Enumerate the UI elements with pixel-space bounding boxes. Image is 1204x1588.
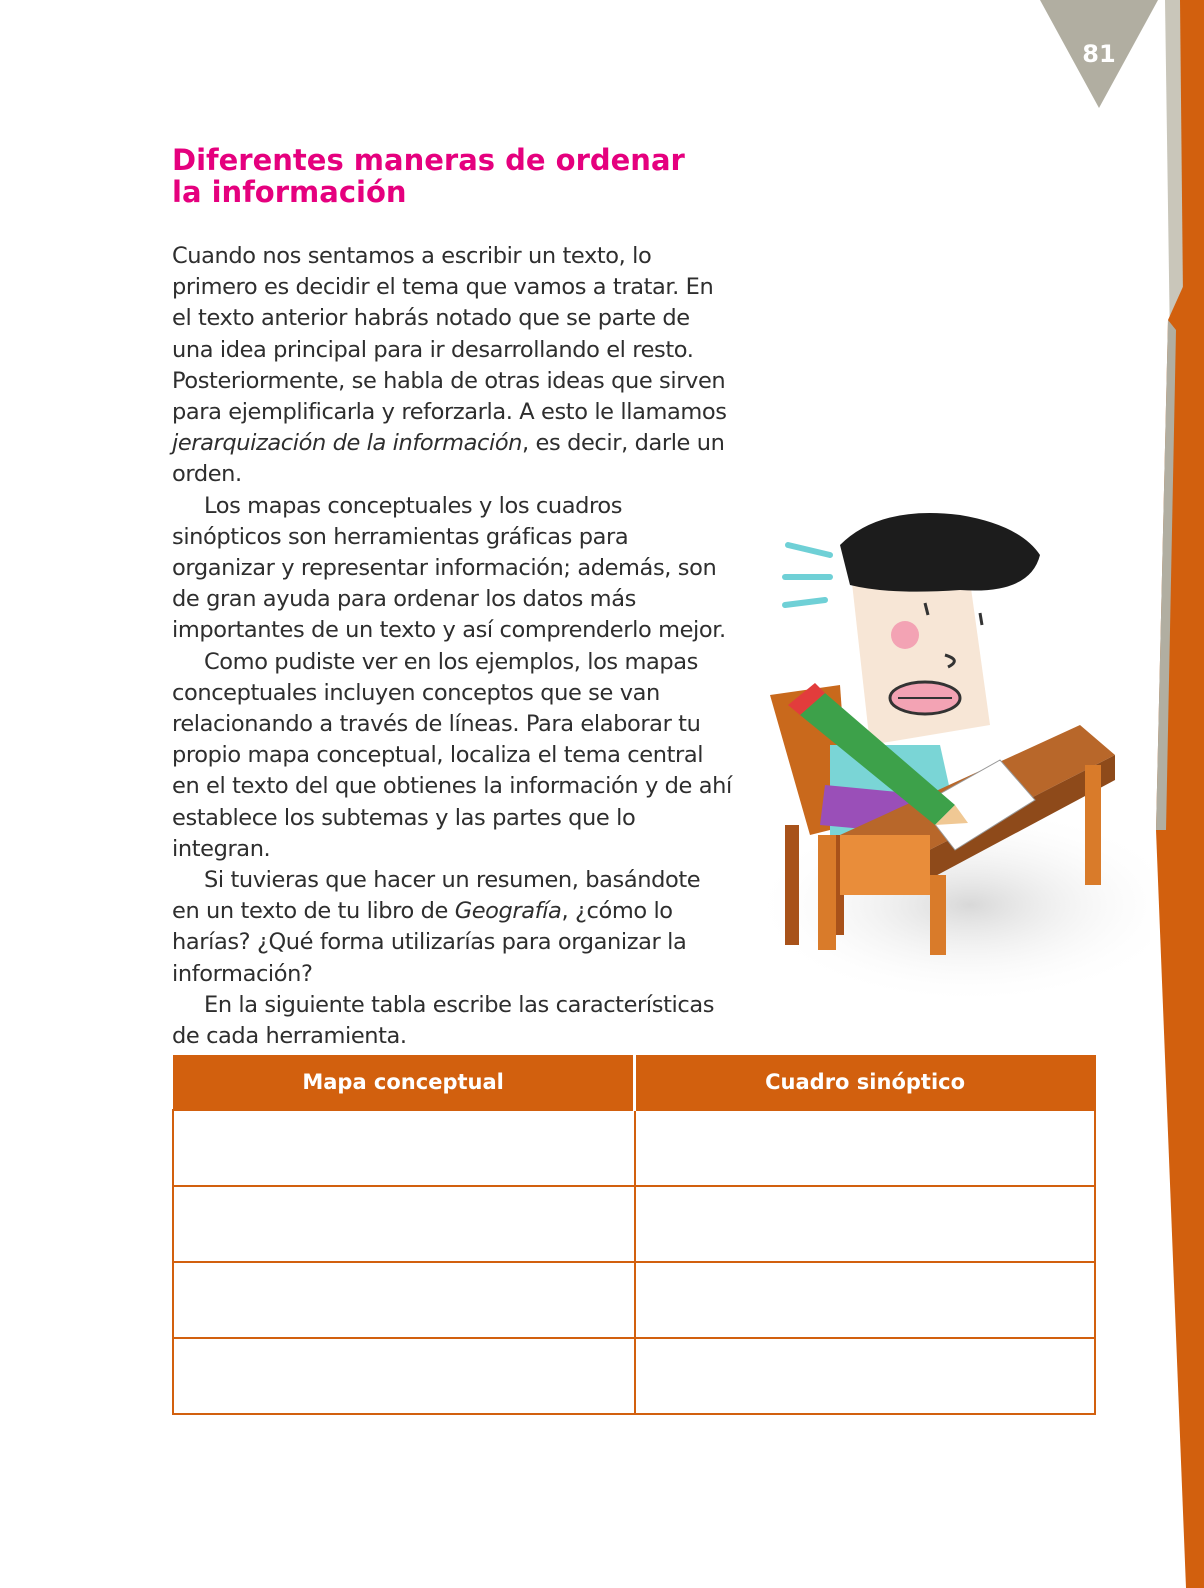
book-title: Geografía bbox=[454, 898, 562, 925]
page-number: 81 bbox=[1082, 40, 1116, 68]
paragraph-4 bbox=[172, 865, 732, 990]
table-row bbox=[173, 1338, 1095, 1414]
table-cell-answer[interactable] bbox=[173, 1110, 635, 1186]
section-title bbox=[172, 144, 732, 208]
header-cuadro-sinoptico: Cuadro sinóptico bbox=[635, 1055, 1095, 1110]
table-cell-answer[interactable] bbox=[635, 1110, 1095, 1186]
table-header-row bbox=[173, 1055, 1095, 1110]
paragraph-1 bbox=[172, 241, 732, 491]
table-cell-answer[interactable] bbox=[635, 1338, 1095, 1414]
paragraph-4-text: Si tuvieras que hacer un resumen, basándote en un texto de tu libro de bbox=[172, 867, 701, 925]
table-row bbox=[173, 1186, 1095, 1262]
characteristics-table bbox=[172, 1055, 1096, 1415]
body-text bbox=[172, 241, 732, 1052]
table-row bbox=[173, 1110, 1095, 1186]
child-writing-at-desk-illustration bbox=[730, 505, 1150, 1025]
table-cell-answer[interactable] bbox=[173, 1338, 635, 1414]
section-title-line1: Diferentes maneras de ordenar bbox=[172, 143, 685, 177]
header-mapa-conceptual: Mapa conceptual bbox=[173, 1055, 635, 1110]
table-cell-answer[interactable] bbox=[173, 1186, 635, 1262]
paragraph-1-text-end: , es decir, darle un orden. bbox=[172, 430, 725, 488]
section-title-line2: la información bbox=[172, 175, 407, 209]
table-row bbox=[173, 1262, 1095, 1338]
table-cell-answer[interactable] bbox=[635, 1262, 1095, 1338]
paragraph-3: Como pudiste ver en los ejemplos, los mapas conceptuales incluyen conceptos que se van relacionando a través de líneas. Para elaborar tu propio mapa conceptual, localiza el tema central en el texto del que obtienes la información y de ahí establece los subtemas y las partes que lo integran. bbox=[172, 648, 732, 862]
paragraph-1-text: Cuando nos sentamos a escribir un texto, lo primero es decidir el tema que vamos a tratar. En el texto anterior habrás notado que se parte de una idea principal para ir desarrollando el resto. Posteriormente, se habla de otras ideas que sirven para ejemplificarla y reforzarla. A esto le llamamos bbox=[172, 243, 727, 426]
paragraph-4-text-end: , ¿cómo lo harías? ¿Qué forma utilizarías para organizar la información? bbox=[172, 898, 687, 987]
emphasis-term: jerarquización de la información bbox=[172, 430, 523, 457]
paragraph-5: En la siguiente tabla escribe las características de cada herramienta. bbox=[172, 991, 715, 1050]
table-cell-answer[interactable] bbox=[635, 1186, 1095, 1262]
paragraph-2: Los mapas conceptuales y los cuadros sinópticos son herramientas gráficas para organizar y representar información; además, son de gran ayuda para ordenar los datos más importantes de un texto y así comprenderlo mejor. bbox=[172, 492, 726, 644]
table-cell-answer[interactable] bbox=[173, 1262, 635, 1338]
